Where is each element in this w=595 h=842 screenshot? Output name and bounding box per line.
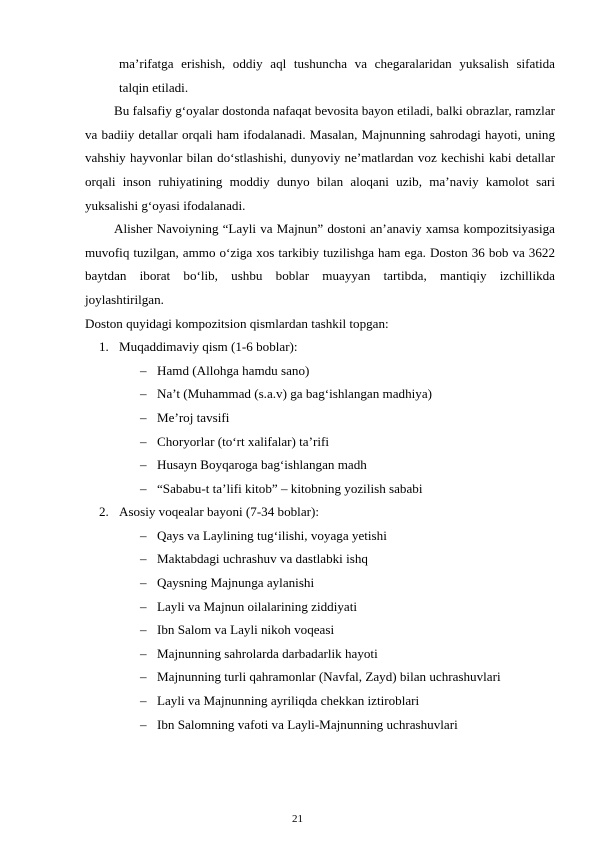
- intro-line: Doston quyidagi kompozitsion qismlardan tashkil topgan:: [85, 315, 389, 331]
- list-item-text: Layli va Majnunning ayriliqda chekkan iztiroblari: [157, 693, 420, 709]
- section-list: [85, 335, 555, 359]
- dash-bullet: –: [140, 622, 147, 638]
- list-item-text: Ibn Salomning vafoti va Layli-Majnunning uchrashuvlari: [157, 716, 458, 732]
- list-item: [85, 430, 555, 454]
- dash-bullet: –: [140, 527, 147, 543]
- page-number: 21: [292, 813, 303, 825]
- list-item-text: Layli va Majnun oilalarining ziddiyati: [157, 598, 357, 614]
- list-item: [85, 453, 555, 477]
- section-1-items: [85, 359, 555, 501]
- list-item-text: Qaysning Majnunga aylanishi: [157, 575, 315, 591]
- section-list-2: [85, 500, 555, 524]
- list-item-text: Choryorlar (to‘rt xalifalar) ta’rifi: [157, 433, 329, 449]
- list-item: [85, 642, 555, 666]
- dash-bullet: –: [140, 362, 147, 378]
- list-item-text: Maktabdagi uchrashuv va dastlabki ishq: [157, 551, 368, 567]
- list-item: [85, 595, 555, 619]
- dash-bullet: –: [140, 480, 147, 496]
- section-number: 2.: [99, 504, 109, 520]
- list-item: [85, 382, 555, 406]
- dash-bullet: –: [140, 575, 147, 591]
- paragraph-1: Bu falsafiy g‘oyalar dostonda nafaqat bevosita bayon etiladi, balki obrazlar, ramzlar va badiiy detallar orqali ham ifodalanadi. Masalan, Majnunning sahrodagi hayoti, uning vahshiy hayvonlar bilan do‘stlashishi, dunyoviy ne’matlardan voz kechishi kabi detallar orqali inson ruhiyatining moddiy dunyo bilan aloqani uzib, ma’naviy kamolot sari yuksalishi g‘oyasi ifodalanadi.: [85, 103, 555, 213]
- dash-bullet: –: [140, 669, 147, 685]
- section-2: [85, 500, 555, 524]
- paragraph-2: Alisher Navoiyning “Layli va Majnun” dostoni an’anaviy xamsa kompozitsiyasiga muvofiq tuzilgan, ammo o‘ziga xos tarkibiy tuzilishga ham ega. Doston 36 bob va 3622 baytdan iborat bo‘lib, ushbu boblar muayyan tartibda, mantiqiy izchillikda joylashtirilgan.: [85, 221, 555, 307]
- list-item-text: “Sababu-t ta’lifi kitob” – kitobning yozilish sababi: [157, 480, 423, 496]
- dash-bullet: –: [140, 645, 147, 661]
- dash-bullet: –: [140, 386, 147, 402]
- section-number: 1.: [99, 339, 109, 355]
- page-content: [85, 52, 555, 736]
- list-item-text: Na’t (Muhammad (s.a.v) ga bag‘ishlangan madhiya): [157, 386, 433, 402]
- dash-bullet: –: [140, 457, 147, 473]
- dash-bullet: –: [140, 598, 147, 614]
- list-item: [85, 477, 555, 501]
- dash-bullet: –: [140, 551, 147, 567]
- section-title: Asosiy voqealar bayoni (7-34 boblar):: [119, 504, 319, 520]
- list-item: [85, 618, 555, 642]
- list-item-text: Majnunning sahrolarda darbadarlik hayoti: [157, 645, 378, 661]
- continuation-line-1: ma’rifatga erishish, oddiy aql tushuncha va chegaralaridan yuksalish sifatida: [119, 56, 555, 71]
- continuation-line-2: talqin etiladi.: [119, 79, 189, 95]
- dash-bullet: –: [140, 693, 147, 709]
- list-item: [85, 665, 555, 689]
- list-item: [85, 524, 555, 548]
- list-item: [85, 571, 555, 595]
- section-title: Muqaddimaviy qism (1-6 boblar):: [119, 339, 298, 355]
- list-item-text: Majnunning turli qahramonlar (Navfal, Zayd) bilan uchrashuvlari: [157, 669, 501, 685]
- list-item: [85, 713, 555, 737]
- list-item-text: Me’roj tavsifi: [157, 409, 230, 425]
- list-item: [85, 406, 555, 430]
- dash-bullet: –: [140, 433, 147, 449]
- list-item: [85, 547, 555, 571]
- section-2-items: [85, 524, 555, 736]
- dash-bullet: –: [140, 409, 147, 425]
- list-item-text: Ibn Salom va Layli nikoh voqeasi: [157, 622, 335, 638]
- list-item: [85, 689, 555, 713]
- list-item: [85, 359, 555, 383]
- list-item-text: Husayn Boyqaroga bag‘ishlangan madh: [157, 457, 367, 473]
- dash-bullet: –: [140, 716, 147, 732]
- section-1: [85, 335, 555, 359]
- list-item-text: Qays va Laylining tug‘ilishi, voyaga yetishi: [157, 527, 387, 543]
- list-item-text: Hamd (Allohga hamdu sano): [157, 362, 310, 378]
